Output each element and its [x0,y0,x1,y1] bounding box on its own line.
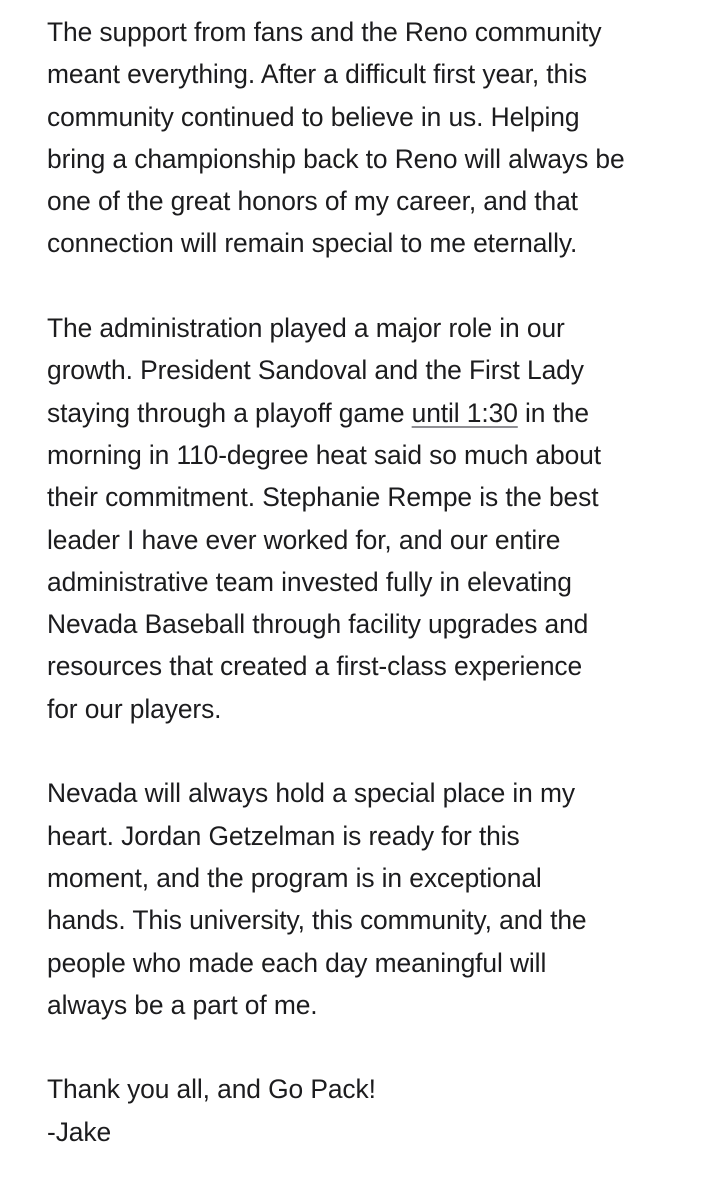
text-line: always be a part of me. [47,989,318,1020]
text-line: for our players. [47,693,222,724]
text-line: moment, and the program is in exceptional [47,862,542,893]
note-body [47,11,707,1195]
text-line: community continued to believe in us. Helping [47,101,580,132]
text-line: one of the great honors of my career, and that [47,186,578,217]
text-line: people who made each day meaningful will [47,947,547,978]
text-line: morning in 110-degree heat said so much about [47,439,601,470]
text-line: Nevada will always hold a special place in my [47,778,575,809]
text-line: bring a championship back to Reno will always be [47,143,625,174]
text-line: heart. Jordan Getzelman is ready for this [47,820,520,851]
text-line: The support from fans and the Reno community [47,17,602,47]
text-line-with-link [47,392,707,434]
signature: -Jake [47,1116,112,1147]
text-line: The administration played a major role in our [47,313,565,344]
text-line: leader I have ever worked for, and our entire [47,524,561,555]
text-line: resources that created a first-class experience [47,651,583,682]
text-line: administrative team invested fully in elevating [47,566,572,597]
text-segment: in the [517,397,589,428]
text-line: their commitment. Stephanie Rempe is the best [47,482,599,513]
text-line: meant everything. After a difficult first year, this [47,59,587,90]
paragraph-nevada-heart [47,772,707,1026]
text-line: Thank you all, and Go Pack! [47,1074,376,1105]
text-line: hands. This university, this community, and the [47,905,587,936]
text-line: Nevada Baseball through facility upgrades and [47,609,589,640]
text-line: growth. President Sandoval and the First Lady [47,355,584,386]
text-line: connection will remain special to me eternally. [47,228,578,259]
paragraph-signoff [47,1068,707,1153]
paragraph-fans-community [47,11,707,265]
paragraph-administration [47,307,707,730]
time-link[interactable]: until 1:30 [411,397,518,428]
text-segment: staying through a playoff game [47,397,412,428]
